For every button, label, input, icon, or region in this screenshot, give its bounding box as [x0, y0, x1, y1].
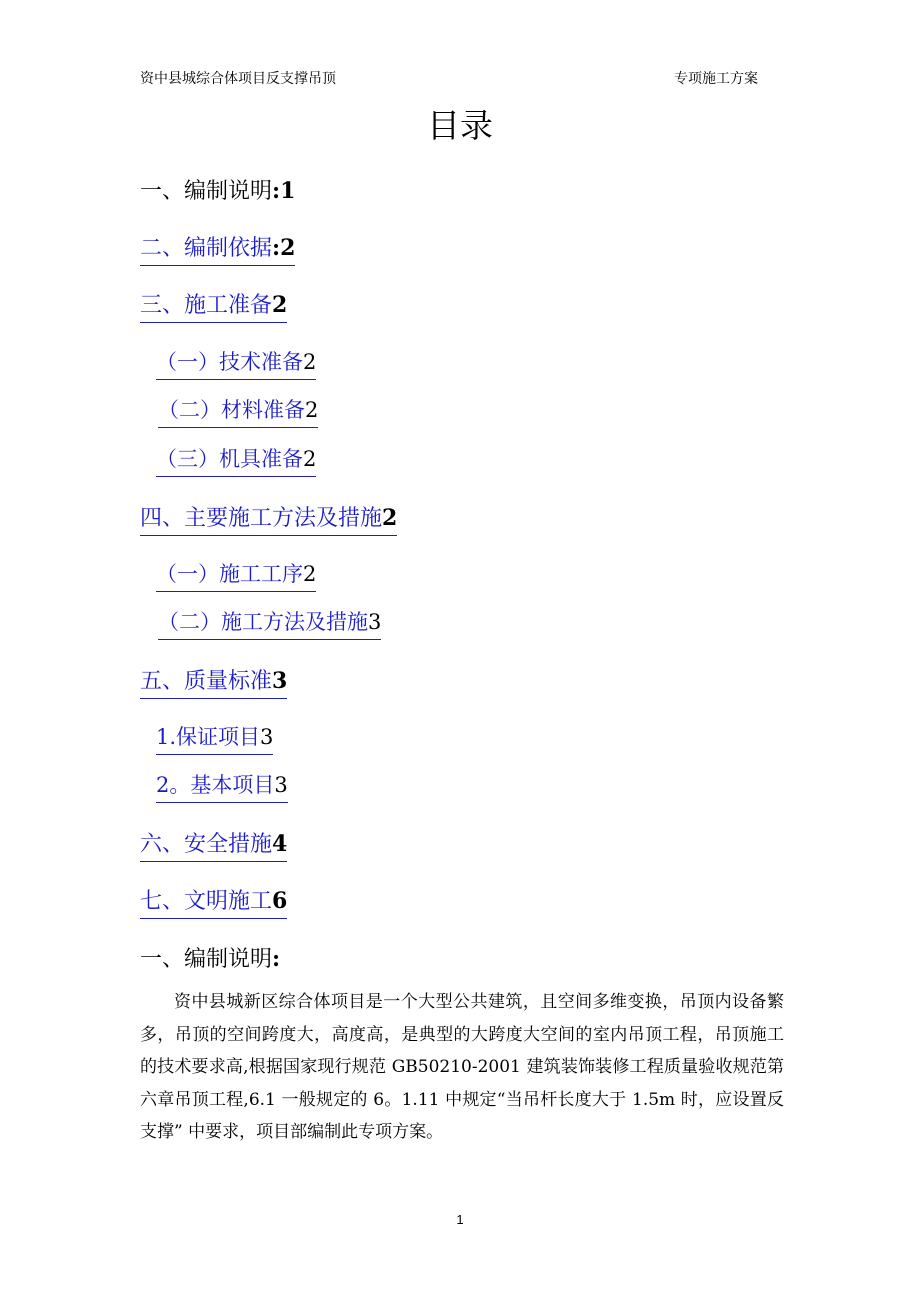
toc-label: 六、安全措施 — [140, 832, 273, 857]
toc-item-14[interactable] — [140, 884, 287, 919]
toc-item-6[interactable] — [156, 443, 316, 477]
toc-page: 3 — [272, 668, 288, 694]
section-heading-colon: : — [272, 946, 281, 972]
toc-label: （一）施工工序 — [156, 562, 303, 586]
toc-item-10[interactable] — [140, 664, 287, 699]
toc-page: 6 — [272, 888, 288, 914]
toc-item-4[interactable] — [156, 346, 316, 380]
header-right: 专项施工方案 — [674, 71, 758, 87]
toc-item-1[interactable] — [140, 174, 295, 208]
toc-item-8[interactable] — [156, 558, 316, 592]
section-body — [140, 986, 784, 1149]
toc-label: （三）机具准备 — [156, 447, 303, 471]
toc-label: （二）施工方法及措施 — [158, 610, 368, 634]
toc-page: 2 — [272, 292, 288, 318]
toc-page: 3 — [368, 610, 382, 634]
toc-page: 2 — [280, 235, 296, 261]
toc-item-2[interactable] — [140, 231, 295, 266]
toc-item-7[interactable] — [140, 501, 397, 536]
toc-item-12[interactable] — [156, 769, 288, 803]
toc-label: 一、编制说明 — [140, 179, 273, 204]
toc-label: 五、质量标准 — [140, 669, 273, 694]
toc-label: 四、主要施工方法及措施 — [140, 506, 383, 531]
toc-page: 3 — [260, 725, 274, 749]
toc-label: （一）技术准备 — [156, 350, 303, 374]
toc-page: 2 — [303, 350, 317, 374]
toc-label: 三、施工准备 — [140, 293, 273, 318]
toc-item-5[interactable] — [158, 394, 318, 428]
header-left: 资中县城综合体项目反支撑吊顶 — [140, 71, 336, 87]
toc-page: 1 — [280, 178, 296, 204]
section-body-text: 资中县城新区综合体项目是一个大型公共建筑，且空间多维变换，吊顶内设备繁多，吊顶的空间跨度大，高度高，是典型的大跨度大空间的室内吊顶工程，吊顶施工的技术要求高,根据国家现行规范 GB50210-2001 建筑装饰装修工程质量验收规范第六章吊顶工程,6.1 一般规定的 6。1.11 中规定“当吊杆长度大于 1.5m 时，应设置反支撑” 中要求，项目部编制此专项方案。 — [140, 992, 784, 1142]
toc-item-11[interactable] — [156, 721, 273, 755]
toc-page: 2 — [303, 562, 317, 586]
toc-title: 目录 — [427, 106, 493, 145]
toc-item-9[interactable] — [158, 606, 381, 640]
toc-label: 2。基本项目 — [156, 773, 275, 797]
page-number: 1 — [456, 1212, 464, 1227]
toc-page: 2 — [382, 505, 398, 531]
toc-separator: : — [272, 235, 281, 261]
toc-separator: : — [272, 178, 281, 204]
toc-label: 1.保证项目 — [156, 725, 261, 749]
toc-page: 2 — [303, 447, 317, 471]
section-heading-text: 一、编制说明 — [140, 947, 273, 972]
toc-label: 二、编制依据 — [140, 236, 273, 261]
toc-page: 2 — [305, 398, 319, 422]
toc-label: （二）材料准备 — [158, 398, 305, 422]
toc-label: 七、文明施工 — [140, 889, 273, 914]
toc-page: 3 — [274, 773, 288, 797]
toc-item-13[interactable] — [140, 827, 287, 862]
section-heading — [140, 942, 280, 973]
toc-page: 4 — [272, 831, 288, 857]
toc-item-3[interactable] — [140, 288, 287, 323]
